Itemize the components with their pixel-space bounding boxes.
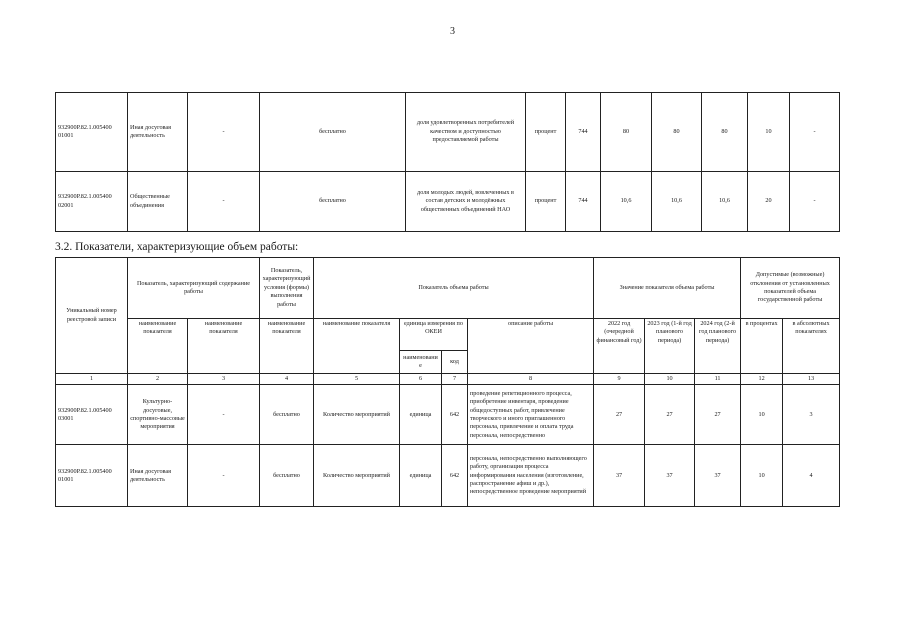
deviation-percent: 20	[748, 172, 790, 232]
value-2022: 27	[594, 385, 645, 445]
value-2022: 37	[594, 445, 645, 507]
content-indicator-2: -	[188, 385, 260, 445]
header-year-2022: 2022 год (очередной финансовый год)	[594, 319, 645, 374]
okei-code: 642	[442, 445, 468, 507]
deviation-percent: 10	[741, 385, 783, 445]
header-okei-name: наименование	[400, 351, 442, 374]
okei-code: 744	[566, 93, 601, 172]
deviation-absolute: -	[790, 93, 840, 172]
deviation-absolute: -	[790, 172, 840, 232]
condition-indicator: бесплатно	[260, 445, 314, 507]
deviation-absolute: 3	[783, 385, 840, 445]
column-number: 5	[314, 374, 400, 385]
page-number: 3	[450, 26, 455, 37]
content-indicator: Общественные объединения	[128, 172, 188, 232]
content-indicator: Культурно-досуговые, спортивно-массовые мероприятия	[128, 385, 188, 445]
header-okei-unit: единица измерения по ОКЕИ	[400, 319, 468, 351]
condition-indicator: бесплатно	[260, 172, 406, 232]
header-row	[56, 319, 840, 351]
header-deviation-group: Допустимые (возможные) отклонения от установленных показателей объема государственной работы	[741, 258, 840, 319]
column-number: 3	[188, 374, 260, 385]
unit-name: единица	[400, 385, 442, 445]
header-indicator-name: наименование показателя	[128, 319, 188, 374]
okei-code: 642	[442, 385, 468, 445]
deviation-percent: 10	[741, 445, 783, 507]
header-volume-group: Показатель объема работы	[314, 258, 594, 319]
table-row	[56, 445, 840, 507]
indicator-name: доля молодых людей, вовлеченных в состав детских и молодёжных общественных объединений НАО	[406, 172, 526, 232]
column-number: 13	[783, 374, 840, 385]
registry-number: 932900Р.82.1.005400 02001	[56, 172, 128, 232]
column-number: 8	[468, 374, 594, 385]
work-description: персонала, непосредственно выполняющего работу, организация процесса информирования населения (изготовление, распространение афиш и др.), непосредственное проведение мероприятий	[468, 445, 594, 507]
unit-name: единица	[400, 445, 442, 507]
header-indicator-name: наименование показателя	[314, 319, 400, 374]
column-number: 7	[442, 374, 468, 385]
deviation-absolute: 4	[783, 445, 840, 507]
quality-indicators-table	[55, 92, 840, 232]
okei-code: 744	[566, 172, 601, 232]
content-indicator: Иная досуговая деятельность	[128, 93, 188, 172]
unit-name: процент	[526, 93, 566, 172]
header-okei-code: код	[442, 351, 468, 374]
content-indicator-2: -	[188, 445, 260, 507]
header-row	[56, 258, 840, 319]
value-2024: 80	[702, 93, 748, 172]
volume-indicators-table	[55, 257, 840, 507]
content-indicator-2: -	[188, 93, 260, 172]
value-2022: 80	[601, 93, 652, 172]
column-number: 1	[56, 374, 128, 385]
value-2023: 37	[645, 445, 695, 507]
column-number: 11	[695, 374, 741, 385]
content-indicator-2: -	[188, 172, 260, 232]
table-row	[56, 172, 840, 232]
column-number: 2	[128, 374, 188, 385]
header-description: описание работы	[468, 319, 594, 374]
header-values-group: Значение показателя объема работы	[594, 258, 741, 319]
column-number: 6	[400, 374, 442, 385]
header-indicator-name: наименование показателя	[188, 319, 260, 374]
table-row	[56, 385, 840, 445]
header-in-absolute: в абсолютных показателях	[783, 319, 840, 374]
header-year-2023: 2023 год (1-й год планового периода)	[645, 319, 695, 374]
column-number: 9	[594, 374, 645, 385]
value-2023: 27	[645, 385, 695, 445]
volume-indicator: Количество мероприятий	[314, 385, 400, 445]
registry-number: 932900Р.82.1.005400 01001	[56, 445, 128, 507]
condition-indicator: бесплатно	[260, 385, 314, 445]
deviation-percent: 10	[748, 93, 790, 172]
value-2023: 80	[652, 93, 702, 172]
header-content-group: Показатель, характеризующий содержание работы	[128, 258, 260, 319]
work-description: проведение репетиционного процесса, приобретение инвентаря, проведение общедоступных работ, привлечение творческого и иного приглашенного персонала, привлечение и оплата труда персонала, непосредственно	[468, 385, 594, 445]
value-2024: 27	[695, 385, 741, 445]
registry-number: 932900Р.82.1.005400 01001	[56, 93, 128, 172]
table-row	[56, 93, 840, 172]
content-indicator: Иная досуговая деятельность	[128, 445, 188, 507]
header-indicator-name: наименование показателя	[260, 319, 314, 374]
header-registry: Уникальный номер реестровой записи	[56, 258, 128, 374]
section-title: 3.2. Показатели, характеризующие объем работы:	[55, 241, 299, 253]
column-numbers-row	[56, 374, 840, 385]
value-2023: 10,6	[652, 172, 702, 232]
value-2024: 37	[695, 445, 741, 507]
value-2024: 10,6	[702, 172, 748, 232]
column-number: 4	[260, 374, 314, 385]
value-2022: 10,6	[601, 172, 652, 232]
condition-indicator: бесплатно	[260, 93, 406, 172]
volume-indicator: Количество мероприятий	[314, 445, 400, 507]
column-number: 10	[645, 374, 695, 385]
indicator-name: доля удовлетворенных потребителей качеством и доступностью предоставляемой работы	[406, 93, 526, 172]
unit-name: процент	[526, 172, 566, 232]
header-year-2024: 2024 год (2-й год планового периода)	[695, 319, 741, 374]
header-in-percent: в процентах	[741, 319, 783, 374]
registry-number: 932900Р.82.1.005400 03001	[56, 385, 128, 445]
header-condition-group: Показатель, характеризующий условия (формы) выполнения работы	[260, 258, 314, 319]
column-number: 12	[741, 374, 783, 385]
